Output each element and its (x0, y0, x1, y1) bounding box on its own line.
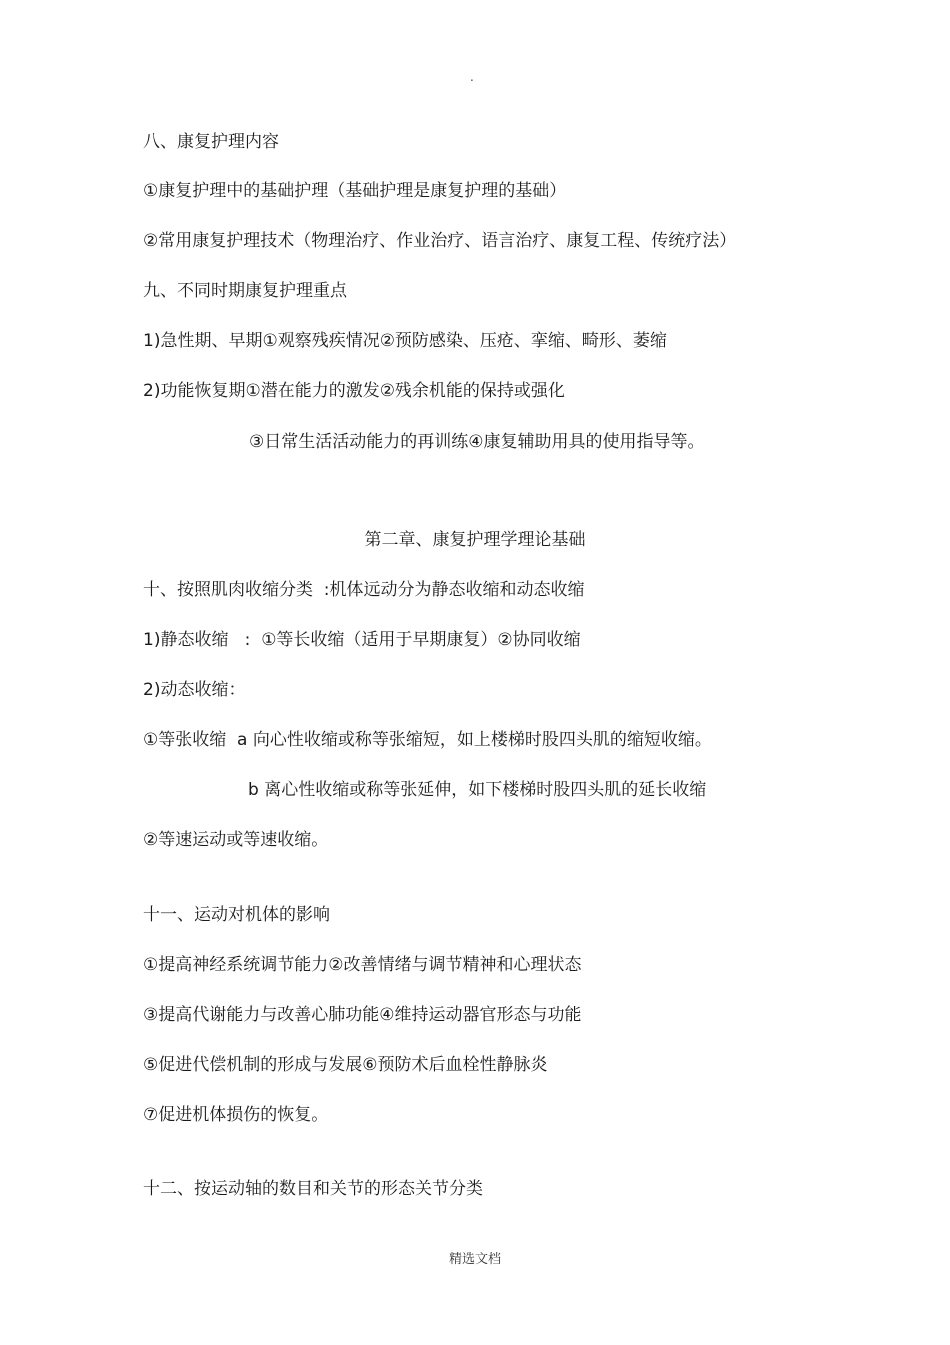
section-heading-11: 十一、运动对机体的影响 (143, 905, 330, 925)
list-item: ①提高神经系统调节能力②改善情绪与调节精神和心理状态 (143, 955, 582, 975)
list-item: ③提高代谢能力与改善心肺功能④维持运动器官形态与功能 (143, 1005, 582, 1025)
list-item: ⑦促进机体损伤的恢复。 (143, 1105, 329, 1125)
list-item: ⑤促进代偿机制的形成与发展⑥预防术后血栓性静脉炎 (143, 1055, 548, 1075)
page-footer: 精选文档 (448, 1252, 501, 1267)
list-item: ②等速运动或等速收缩。 (143, 830, 329, 850)
section-heading-9: 九、不同时期康复护理重点 (143, 281, 347, 301)
list-item: 1)急性期、早期①观察残疾情况②预防感染、压疮、挛缩、畸形、萎缩 (143, 331, 667, 351)
section-heading-10: 十、按照肌肉收缩分类 :机体远动分为静态收缩和动态收缩 (143, 580, 585, 600)
list-item-continuation: b 离心性收缩或称等张延伸，如下楼梯时股四头肌的延长收缩 (248, 780, 707, 800)
list-item: ①等张收缩 a 向心性收缩或称等张缩短，如上楼梯时股四头肌的缩短收缩。 (143, 730, 712, 750)
section-heading-12: 十二、按运动轴的数目和关节的形态关节分类 (143, 1179, 483, 1199)
section-heading-8: 八、康复护理内容 (143, 132, 279, 152)
list-item: 2)功能恢复期①潜在能力的激发②残余机能的保持或强化 (143, 381, 565, 401)
list-item: 2)动态收缩： (143, 680, 246, 700)
chapter-title: 第二章、康复护理学理论基础 (364, 530, 586, 550)
list-item: ②常用康复护理技术（物理治疗、作业治疗、语言治疗、康复工程、传统疗法） (143, 231, 737, 251)
list-item: 1)静态收缩 : ①等长收缩（适用于早期康复）②协同收缩 (143, 630, 581, 650)
header-mark: . (470, 70, 474, 84)
list-item: ①康复护理中的基础护理（基础护理是康复护理的基础） (143, 181, 567, 201)
list-item-continuation: ③日常生活活动能力的再训练④康复辅助用具的使用指导等。 (249, 432, 705, 452)
